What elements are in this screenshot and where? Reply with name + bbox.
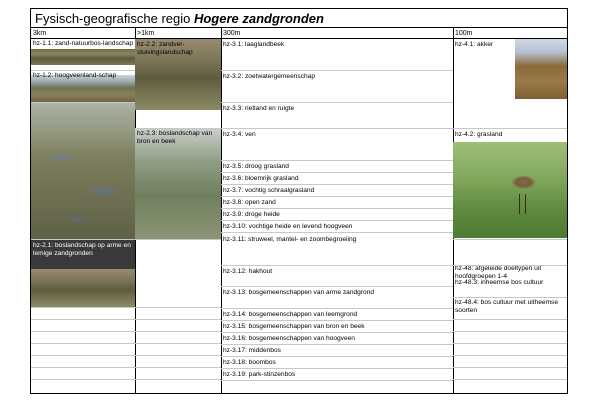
cell-hz-48-3: hz-48.3: inheemse bos cultuur [455, 279, 544, 286]
row-separator [31, 331, 135, 332]
row-separator [31, 102, 135, 103]
cell-hz-3-13: hz-3.13: bosgemeenschappen van arme zandgrond [223, 289, 375, 296]
cell-hz-3-17: hz-3.17: middenbos [223, 347, 281, 354]
column-1km [135, 39, 221, 393]
column-header-3km: 3km [31, 28, 135, 39]
row-separator [221, 320, 453, 321]
cell-hz-3-18: hz-3.18: boombos [223, 359, 276, 366]
cell-hz-2-2: hz-2.2: zandver-stuivingslandschap [137, 41, 193, 56]
row-separator [221, 102, 453, 103]
cell-hz-2-1: hz-2.1: boslandschap op arme en lemige zandgronden [33, 242, 131, 257]
cell-hz-3-16: hz-3.16: bosgemeenschappen van hoogveen [223, 335, 355, 342]
cell-hz-48-4: hz-48.4: bos cultuur met uitheemse soorten [455, 299, 558, 314]
row-separator [453, 297, 567, 298]
column-3km [31, 39, 135, 393]
row-separator [221, 332, 453, 333]
row-separator [453, 379, 567, 380]
cell-hz-3-19: hz-3.19: park-stinzenbos [223, 371, 296, 378]
row-separator [453, 128, 567, 129]
row-separator [221, 265, 453, 266]
row-separator [453, 265, 567, 266]
cell-hz-3-9: hz-3.9: droge heide [223, 211, 280, 218]
cell-hz-3-11: hz-3.11: struweel, mantel- en zoombegroeiing [223, 236, 357, 243]
row-separator [221, 368, 453, 369]
row-separator [453, 239, 567, 240]
row-separator [221, 160, 453, 161]
column-300m [221, 39, 453, 393]
grassland-godwit-photo [453, 142, 567, 238]
row-separator [221, 220, 453, 221]
row-separator [221, 232, 453, 233]
row-separator [221, 356, 453, 357]
cell-hz-3-10: hz-3.10: vochtige heide en levend hoogveen [223, 223, 353, 230]
row-separator [453, 343, 567, 344]
row-separator [31, 379, 135, 380]
landscape-photo [31, 49, 135, 65]
row-separator [221, 184, 453, 185]
row-separator [135, 379, 221, 380]
forest-landscape-photo [31, 269, 135, 307]
row-separator [221, 172, 453, 173]
row-separator [221, 344, 453, 345]
row-separator [135, 239, 221, 240]
row-separator [453, 331, 567, 332]
cell-hz-3-15: hz-3.15: bosgemeenschappen van bron en beek [223, 323, 365, 330]
row-separator [31, 343, 135, 344]
bird-leg-shape [519, 194, 520, 214]
fen-aerial-photo [31, 103, 135, 239]
row-separator [221, 208, 453, 209]
row-separator [31, 367, 135, 368]
row-separator [31, 319, 135, 320]
row-separator [221, 308, 453, 309]
row-separator [221, 70, 453, 71]
cell-hz-3-5: hz-3.5: droog grasland [223, 163, 289, 170]
row-separator [135, 367, 221, 368]
title-prefix: Fysisch-geografische regio [35, 11, 194, 26]
cell-hz-1-1: hz-1.1: zand-natuurbos-landschap [33, 40, 134, 47]
column-100m [453, 39, 567, 393]
row-separator [221, 128, 453, 129]
arable-field-photo [515, 39, 567, 99]
row-separator [31, 307, 135, 308]
cell-hz-1-2: hz-1.2: hoogveenland-schap [33, 72, 117, 79]
bird-leg-shape [525, 194, 526, 214]
row-separator [135, 343, 221, 344]
row-separator [453, 355, 567, 356]
row-separator [135, 307, 221, 308]
row-separator [221, 286, 453, 287]
cell-hz-3-7: hz-3.7: vochtig schraalgrasland [223, 187, 315, 194]
row-separator [135, 331, 221, 332]
column-header-300m: 300m [221, 28, 453, 39]
cell-hz-3-4: hz-3.4: ven [223, 131, 256, 138]
row-separator [453, 367, 567, 368]
row-separator [221, 196, 453, 197]
row-separator [31, 70, 135, 71]
cell-hz-3-14: hz-3.14: bosgemeenschappen van leemgrond [223, 311, 358, 318]
row-separator [135, 319, 221, 320]
cell-hz-3-12: hz-3.12: hakhout [223, 268, 273, 275]
row-separator [31, 239, 135, 240]
row-separator [31, 355, 135, 356]
cell-hz-3-1: hz-3.1: laaglandbeek [223, 41, 285, 48]
column-header-100m: 100m [453, 28, 567, 39]
row-separator [135, 355, 221, 356]
cell-hz-3-6: hz-3.6: bloemrijk grasland [223, 175, 299, 182]
cell-hz-3-8: hz-3.8: open zand [223, 199, 276, 206]
cell-hz-4-2: hz-4.2: grasland [455, 131, 503, 138]
cell-hz-2-3: hz-2.3: boslandschap van bron en beek [137, 130, 213, 145]
row-separator [453, 319, 567, 320]
page-title [31, 9, 567, 28]
title-region-name: Hogere zandgronden [193, 11, 324, 26]
column-header-1km: >1km [135, 28, 221, 39]
cell-hz-3-3: hz-3.3: rietland en ruigte [223, 105, 295, 112]
cell-hz-48: hz-48: afgeleide doeltypen uit hoofdgroepen 1-4 [455, 265, 542, 280]
row-separator [221, 380, 453, 381]
cell-hz-3-2: hz-3.2: zoetwatergemeenschap [223, 73, 316, 80]
table-sheet [30, 8, 568, 394]
cell-hz-4-1: hz-4.1: akker [455, 41, 494, 48]
row-separator [135, 128, 221, 129]
